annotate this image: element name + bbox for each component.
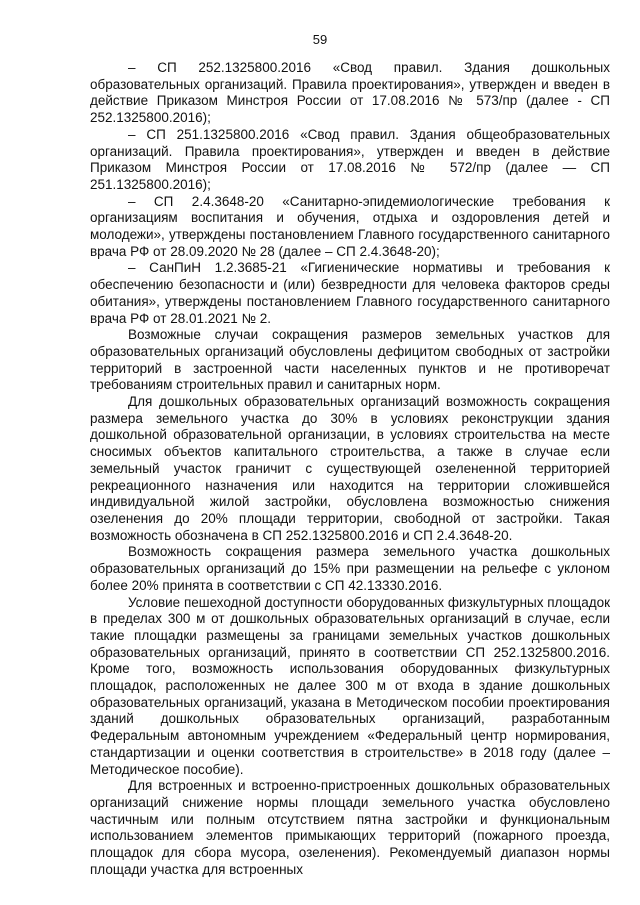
paragraph-reduction-cases: Возможные случаи сокращения размеров земельных участков для образовательных организаций обусловлены дефицитом свободных от застройки территорий в застроенной части населенных пунктов и не противоречат требованиям строительных правил и санитарных норм. <box>90 327 610 393</box>
paragraph-sp-2-4-3648: – СП 2.4.3648-20 «Санитарно-эпидемиологические требования к организациям воспитания и обучения, отдыха и оздоровления детей и молодежи», утверждены постановлением Главного государственного санитарного врача РФ от 28.09.2020 № 28 (далее – СП 2.4.3648-20); <box>90 193 610 259</box>
paragraph-sp-251: – СП 251.1325800.2016 «Свод правил. Здания общеобразовательных организаций. Правила проектирования», утвержден и введен в действие Приказом Минстроя России от 17.08.2016 № 572/пр (далее — СП 251.1325800.2016); <box>90 126 610 192</box>
paragraph-sp-252: – СП 252.1325800.2016 «Свод правил. Здания дошкольных образовательных организаций. Правила проектирования», утвержден и введен в действие Приказом Минстроя России от 17.08.2016 № 573/пр (далее - СП 252.1325800.2016); <box>90 60 610 126</box>
paragraph-relief-15-percent: Возможность сокращения размера земельного участка дошкольных образовательных организаций до 15% при размещении на рельефе с уклоном более 20% принята в соответствии с СП 42.13330.2016. <box>90 544 610 593</box>
paragraph-sports-grounds: Условие пешеходной доступности оборудованных физкультурных площадок в пределах 300 м от дошкольных образовательных организаций в случае, если такие площадки размещены за границами земельных участков дошкольных образовательных организаций, принято в соответствии СП 252.1325800.2016. Кроме того, возможность использования оборудованных физкультурных площадок, расположенных не далее 300 м от входа в здание дошкольных образовательных организаций, указана в Методическом пособии проектирования зданий дошкольных образовательных организаций, разработанным Федеральным автономным учреждением «Федеральный центр нормирования, стандартизации и оценки соответствия в строительстве» в 2018 году (далее – Методическое пособие). <box>90 594 610 777</box>
body-text <box>90 60 610 878</box>
paragraph-sanpin: – СанПиН 1.2.3685-21 «Гигиенические нормативы и требования к обеспечению безопасности и (или) безвредности для человека факторов среды обитания», утверждены постановлением Главного государственного санитарного врача РФ от 28.01.2021 № 2. <box>90 260 610 326</box>
paragraph-built-in-organizations: Для встроенных и встроенно-пристроенных дошкольных образовательных организаций снижение нормы площади земельного участка обусловлено частичным или полным отсутствием пятна застройки и функциональным использованием элементов примыкающих территорий (пожарного проезда, площадок для сбора мусора, озеленения). Рекомендуемый диапазон нормы площади участка для встроенных <box>90 778 610 877</box>
page-number: 59 <box>312 32 328 47</box>
paragraph-preschool-30-percent: Для дошкольных образовательных организаций возможность сокращения размера земельного участка до 30% в условиях реконструкции здания дошкольной образовательной организации, в условиях строительства на месте сносимых объектов капитального строительства, а также в случае если земельный участок граничит с существующей озелененной территорией рекреационного назначения или находится на территории сложившейся индивидуальной жилой застройки, обусловлена возможностью снижения озеленения до 20% площади территории, свободной от застройки. Такая возможность обозначена в СП 252.1325800.2016 и СП 2.4.3648-20. <box>90 394 610 543</box>
